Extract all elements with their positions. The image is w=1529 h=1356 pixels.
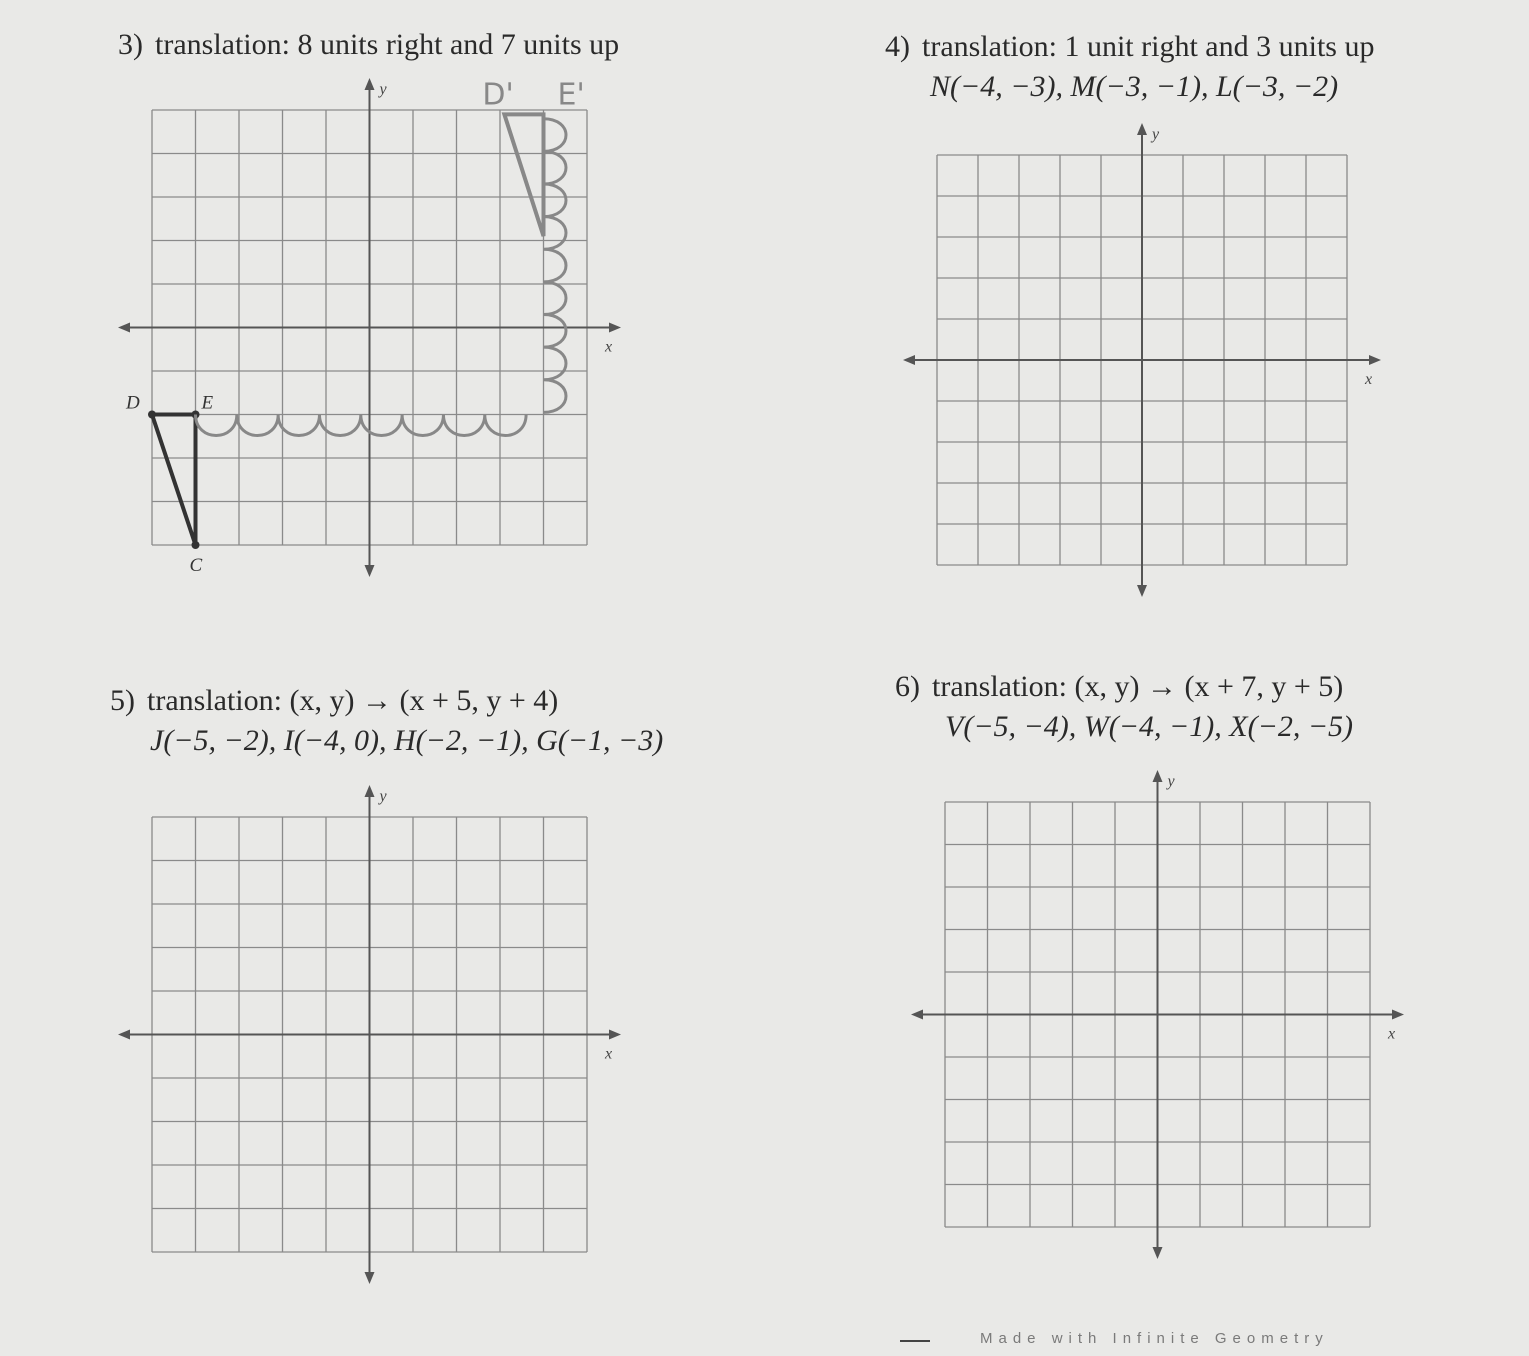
y-axis-arrow-down bbox=[1153, 1247, 1163, 1259]
problem-3-title: translation: 8 units right and 7 units up bbox=[155, 28, 620, 61]
x-axis-arrow-right bbox=[609, 323, 621, 333]
problem-3-heading bbox=[118, 28, 619, 62]
problem-4-points: N(−4, −3), M(−3, −1), L(−3, −2) bbox=[930, 70, 1339, 103]
problem-5 bbox=[110, 684, 663, 758]
problem-5-number: 5) bbox=[110, 684, 135, 717]
problem-5-grid bbox=[110, 785, 630, 1295]
problem-4 bbox=[885, 30, 1374, 104]
vertex-point bbox=[192, 541, 200, 549]
problem-3-number: 3) bbox=[118, 28, 143, 61]
problem-6-points: V(−5, −4), W(−4, −1), X(−2, −5) bbox=[945, 710, 1354, 743]
problem-5-points: J(−5, −2), I(−4, 0), H(−2, −1), G(−1, −3) bbox=[150, 724, 664, 757]
problem-6-number: 6) bbox=[895, 670, 920, 703]
x-axis-label: x bbox=[1365, 371, 1373, 388]
footer-text: Made with Infinite Geometry bbox=[980, 1330, 1329, 1347]
y-axis-label: y bbox=[379, 788, 387, 805]
y-axis-arrow-down bbox=[365, 565, 375, 577]
x-axis-arrow-left bbox=[118, 1030, 130, 1040]
problem-6-heading bbox=[895, 670, 1353, 704]
pencil-count-loops-horizontal bbox=[196, 415, 527, 436]
triangle-dec bbox=[152, 415, 196, 546]
y-axis-label: y bbox=[379, 81, 387, 98]
x-axis-label: x bbox=[605, 1045, 613, 1063]
y-axis-arrow-up bbox=[365, 785, 375, 797]
problem-4-grid bbox=[895, 125, 1385, 595]
problem-3 bbox=[118, 28, 619, 62]
x-axis-label: x bbox=[1388, 1025, 1396, 1043]
translated-triangle bbox=[504, 114, 543, 236]
problem-3-grid bbox=[110, 77, 630, 576]
problem-6-title: translation: (x, y) → (x + 7, y + 5) bbox=[932, 670, 1344, 703]
y-axis-label: y bbox=[1167, 773, 1175, 790]
y-axis-arrow-down bbox=[1137, 585, 1147, 597]
problem-6-grid bbox=[905, 772, 1405, 1272]
handwritten-label-d-prime: D' bbox=[482, 77, 514, 113]
y-axis-label: y bbox=[1152, 126, 1160, 143]
problem-5-title: translation: (x, y) → (x + 5, y + 4) bbox=[147, 684, 559, 717]
problem-4-heading bbox=[885, 30, 1374, 64]
footer-mark bbox=[900, 1340, 930, 1356]
y-axis-arrow-up bbox=[1153, 770, 1163, 782]
vertex-label-d: D bbox=[126, 392, 140, 414]
problem-4-title: translation: 1 unit right and 3 units up bbox=[922, 30, 1375, 63]
pencil-count-loops-vertical bbox=[544, 119, 567, 413]
x-axis-label: x bbox=[605, 338, 613, 356]
x-axis-arrow-left bbox=[903, 355, 915, 365]
x-axis-arrow-right bbox=[609, 1030, 621, 1040]
y-axis-arrow-up bbox=[1137, 123, 1147, 135]
problem-4-number: 4) bbox=[885, 30, 910, 63]
x-axis-arrow-left bbox=[118, 323, 130, 333]
x-axis-arrow-left bbox=[911, 1010, 923, 1020]
vertex-label-c: C bbox=[189, 555, 203, 576]
y-axis-arrow-down bbox=[365, 1272, 375, 1284]
y-axis-arrow-up bbox=[365, 78, 375, 90]
vertex-label-e: E bbox=[201, 392, 214, 414]
problem-6 bbox=[895, 670, 1353, 744]
x-axis-arrow-right bbox=[1392, 1010, 1404, 1020]
vertex-point bbox=[148, 411, 156, 419]
problem-5-heading bbox=[110, 684, 663, 718]
x-axis-arrow-right bbox=[1369, 355, 1381, 365]
handwritten-label-e-prime: E' bbox=[557, 77, 585, 113]
